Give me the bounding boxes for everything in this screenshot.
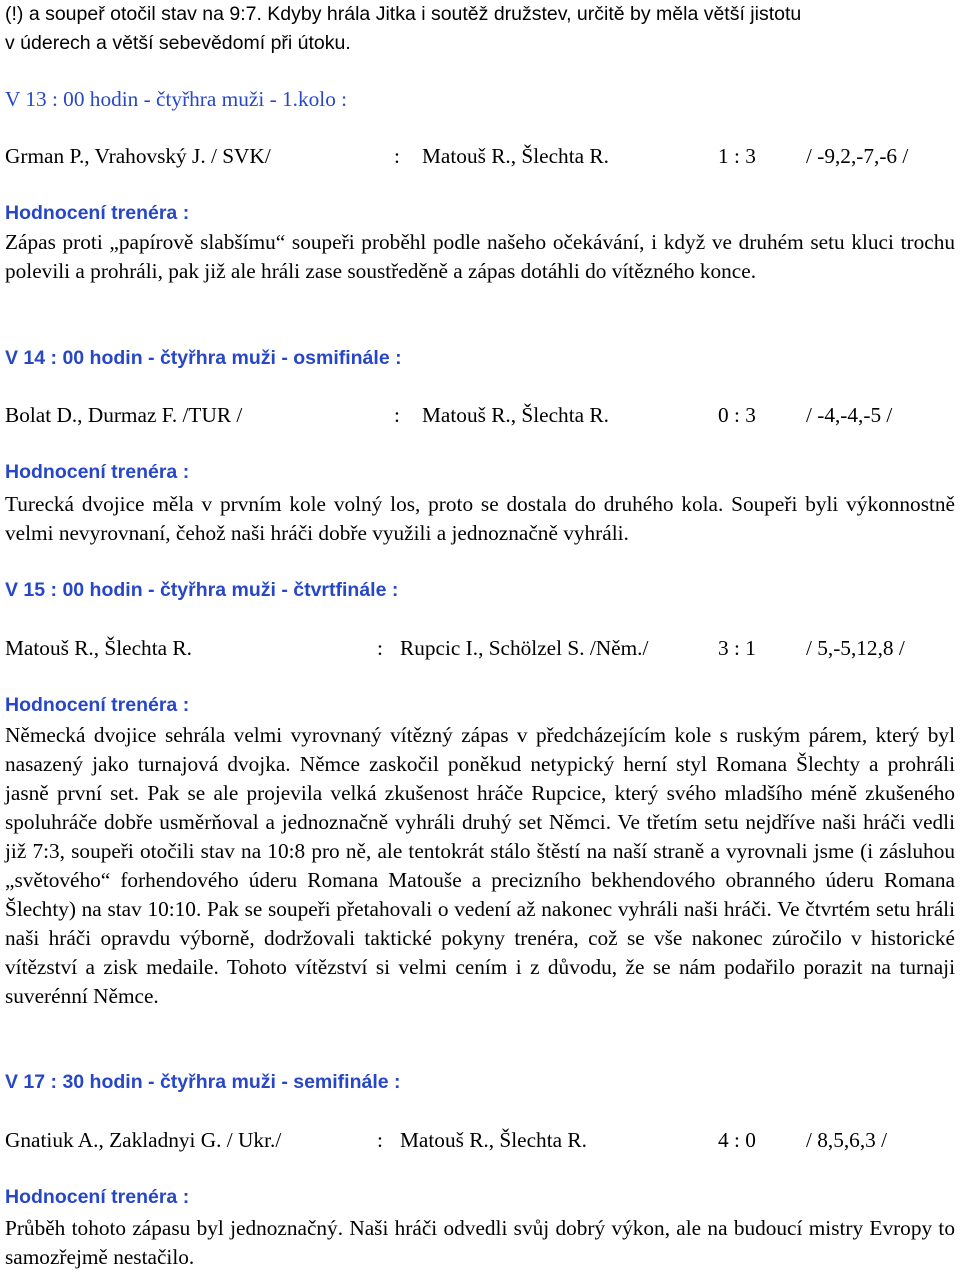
match-1-sets: / -9,2,-7,-6 /	[806, 144, 909, 168]
match-3-coach-text: Německá dvojice sehrála velmi vyrovnaný vítězný zápas v předcházejícím kole s ruským párem, který byl nasazený jako turnajová dvojka. Němce zaskočil poněkud netypický herní styl Romana Šlechty a prohráli jasně první set. Pak se ale projevila velká zkušenost hráče Rupcice, který svého mladšího méně zkušeného spoluhráče dobře usměrňoval a jednoznačně vyhráli druhý set Němci. Ve třetím setu nejdříve naši hráči vedli již 7:3, soupeři otočili stav na 10:8 pro ně, ale tentokrát stálo štěstí na naší straně a vyrovnali jsme (i zásluhou „světového“ forhendového úderu Romana Matouše a precizního bekhendového obranného úderu Romana Šlechty) na stav 10:10. Pak se soupeři přetahovali o vedení až nakonec vyhráli naši hráči. Ve čtvrtém setu hráli naši hráči opravdu výborně, dodržovali taktické pokyny trenéra, což se vše nakonec zúročilo v historické vítězství a zisk medaile. Tohoto vítězství si velmi cením i z důvodu, že se nám podařilo porazit na turnaji suverénní Němce.	[5, 723, 955, 1008]
match-2-score: 0 : 3	[718, 403, 756, 427]
match-4-coach-label: Hodnocení trenéra :	[5, 1186, 190, 1208]
match-3-score: 3 : 1	[718, 636, 756, 660]
match-3-result-row	[5, 634, 955, 663]
match-4-score: 4 : 0	[718, 1128, 756, 1152]
match-3-sets: / 5,-5,12,8 /	[806, 636, 905, 660]
match-1-result-row	[5, 142, 955, 171]
match-3-left-team: Matouš R., Šlechta R.	[5, 636, 192, 660]
match-2-sets: / -4,-4,-5 /	[806, 403, 893, 427]
match-3-right-team: Rupcic I., Schölzel S. /Něm./	[400, 636, 649, 660]
intro-line-1: (!) a soupeř otočil stav na 9:7. Kdyby hrála Jitka i soutěž družstev, určitě by měla větší jistotu	[5, 3, 802, 25]
match-4-result-row	[5, 1126, 955, 1155]
match-1-heading: V 13 : 00 hodin - čtyřhra muži - 1.kolo :	[5, 87, 348, 111]
match-1-left-team: Grman P., Vrahovský J. / SVK/	[5, 144, 271, 168]
match-3-heading: V 15 : 00 hodin - čtyřhra muži - čtvrtfinále :	[5, 579, 399, 601]
match-2-right-team: Matouš R., Šlechta R.	[422, 403, 609, 427]
match-2-result-row	[5, 401, 955, 430]
match-1-score: 1 : 3	[718, 144, 756, 168]
match-1-coach-label: Hodnocení trenéra :	[5, 202, 190, 224]
match-3-coach-label: Hodnocení trenéra :	[5, 694, 190, 716]
match-4-coach-text: Průběh tohoto zápasu byl jednoznačný. Naši hráči odvedli svůj dobrý výkon, ale na budoucí mistry Evropy to samozřejmě nestačilo.	[5, 1216, 955, 1269]
match-2-colon: :	[394, 403, 400, 427]
match-2-left-team: Bolat D., Durmaz F. /TUR /	[5, 403, 243, 427]
match-4-colon: :	[377, 1128, 383, 1152]
match-2-heading: V 14 : 00 hodin - čtyřhra muži - osmifinále :	[5, 347, 402, 369]
match-4-right-team: Matouš R., Šlechta R.	[400, 1128, 587, 1152]
match-2-coach-label: Hodnocení trenéra :	[5, 461, 190, 483]
match-1-coach-text: Zápas proti „papírově slabšímu“ soupeři proběhl podle našeho očekávání, i když ve druhém setu kluci trochu polevili a prohráli, pak již ale hráli zase soustředěně a zápas dotáhli do vítězného konce.	[5, 230, 955, 283]
match-4-heading: V 17 : 30 hodin - čtyřhra muži - semifinále :	[5, 1071, 401, 1093]
match-3-colon: :	[377, 636, 383, 660]
intro-line-2: v úderech a větší sebevědomí při útoku.	[5, 32, 351, 54]
match-4-sets: / 8,5,6,3 /	[806, 1128, 888, 1152]
match-2-coach-text: Turecká dvojice měla v prvním kole volný los, proto se dostala do druhého kola. Soupeři byli výkonnostně velmi nevyrovnaní, čehož naši hráči dobře využili a jednoznačně vyhráli.	[5, 492, 955, 545]
match-1-right-team: Matouš R., Šlechta R.	[422, 144, 609, 168]
match-1-colon: :	[394, 144, 400, 168]
match-4-left-team: Gnatiuk A., Zakladnyi G. / Ukr./	[5, 1128, 282, 1152]
